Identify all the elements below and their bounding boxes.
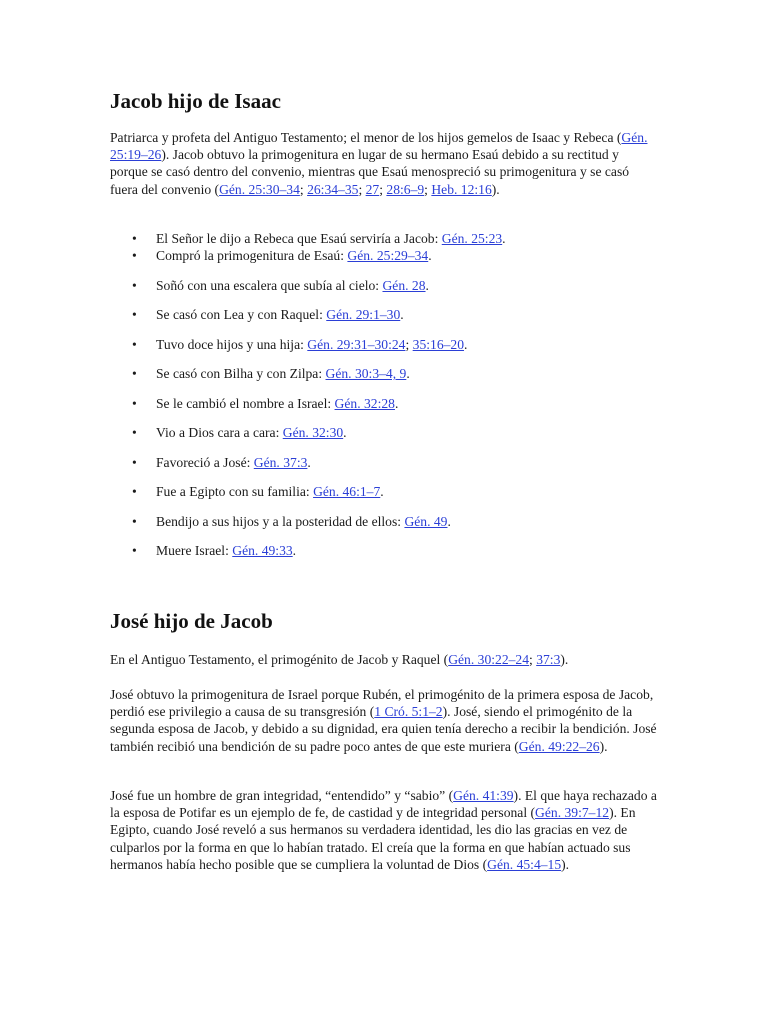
list-item-text: Compró la primogenitura de Esaú: — [156, 248, 348, 264]
scripture-link[interactable]: Gén. 30:3–4, 9 — [325, 366, 407, 382]
bullet-icon: • — [132, 336, 137, 352]
text-span: ). — [491, 181, 500, 197]
list-item-text: Se casó con Bilha y con Zilpa: — [156, 366, 326, 382]
text-span: ; — [299, 181, 308, 197]
list-item-text: Fue a Egipto con su familia: — [156, 484, 314, 500]
scripture-link[interactable]: Gén. 45:4–15 — [487, 856, 562, 872]
period: . — [292, 543, 297, 559]
separator: ; — [405, 336, 413, 352]
list-item-text: Vio a Dios cara a cara: — [156, 425, 283, 441]
section-title-jacob: Jacob hijo de Isaac — [110, 89, 281, 113]
scripture-link[interactable]: Gén. 39:7–12 — [535, 805, 610, 821]
list-item — [110, 454, 506, 471]
list-item — [110, 230, 506, 247]
scripture-link[interactable]: 26:34–35 — [307, 181, 359, 197]
scripture-link[interactable]: Gén. 46:1–7 — [313, 484, 381, 500]
text-span: En el Antiguo Testamento, el primogénito de Jacob y Raquel ( — [110, 652, 449, 667]
scripture-link[interactable]: Gén. 28 — [382, 277, 426, 293]
period: . — [447, 513, 451, 529]
list-item — [110, 542, 506, 559]
bullet-icon: • — [132, 425, 137, 441]
list-item — [110, 277, 506, 294]
jacob-events-list — [110, 230, 506, 572]
scripture-link[interactable]: Gén. 49 — [404, 513, 448, 529]
period: . — [502, 231, 506, 246]
list-item-text: Bendijo a sus hijos y a la posteridad de ellos: — [156, 513, 405, 529]
text-span: ). En Egipto, cuando José reveló a sus hermanos su verdadera identidad, les dio las gracias en vez de culparlos por la forma en que lo habían tratado. El creía que la forma en que habían actuado sus hermanos había hecho posible que se cumpliera la voluntad de Dios ( — [110, 805, 636, 872]
jose-birthright-paragraph — [110, 686, 658, 755]
scripture-link[interactable]: Gén. 49:33 — [232, 543, 293, 559]
text-span: ). — [599, 738, 608, 754]
scripture-link[interactable]: Gén. 25:29–34 — [347, 248, 429, 264]
text-span: ; — [358, 181, 366, 197]
bullet-icon: • — [132, 484, 137, 500]
list-item — [110, 513, 506, 530]
list-item-text: El Señor le dijo a Rebeca que Esaú serviría a Jacob: — [156, 231, 442, 246]
scripture-link[interactable]: 27 — [365, 181, 380, 197]
jose-integrity-paragraph — [110, 787, 658, 873]
bullet-icon: • — [132, 307, 137, 323]
list-item-text: Muere Israel: — [156, 543, 233, 559]
jose-intro-paragraph — [110, 651, 568, 668]
bullet-icon: • — [132, 231, 137, 246]
scripture-link[interactable]: 37:3 — [536, 652, 561, 667]
scripture-link[interactable]: Gén. 37:3 — [253, 454, 308, 470]
text-span: ). — [561, 856, 570, 872]
section-title-jose: José hijo de Jacob — [110, 609, 273, 633]
scripture-link[interactable]: Gén. 29:1–30 — [326, 307, 401, 323]
bullet-icon: • — [132, 395, 137, 411]
list-item-text: Se casó con Lea y con Raquel: — [156, 307, 327, 323]
bullet-icon: • — [132, 543, 137, 559]
text-span: ). — [560, 652, 569, 667]
scripture-link[interactable]: Gén. 32:28 — [334, 395, 395, 411]
bullet-icon: • — [132, 366, 137, 382]
period: . — [428, 248, 432, 264]
text-span: José obtuvo la primogenitura de Israel porque Rubén, el primogénito de la primera esposa de Jacob, perdió ese privilegio a causa de su transgresión ( — [110, 687, 654, 720]
text-span: ; — [424, 181, 432, 197]
period: . — [380, 484, 384, 500]
list-item — [110, 336, 506, 353]
text-span: ). Jacob obtuvo la primogenitura en lugar de su hermano Esaú debido a su rectitud y porque se casó dentro del convenio, mientras que Esaú menospreció su primogenitura y se casó fuera del convenio ( — [110, 147, 630, 197]
list-item-text: Favoreció a José: — [156, 454, 254, 470]
scripture-link[interactable]: Gén. 32:30 — [282, 425, 344, 441]
scripture-link[interactable]: 35:16–20 — [412, 336, 465, 352]
bullet-icon: • — [132, 454, 137, 470]
text-span: Patriarca y profeta del Antiguo Testamento; el menor de los hijos gemelos de Isaac y Rebeca ( — [110, 130, 622, 145]
bullet-icon: • — [132, 277, 137, 293]
text-span: ; — [529, 652, 537, 667]
scripture-link[interactable]: Gén. 25:23 — [441, 231, 503, 246]
period: . — [394, 395, 399, 411]
list-item — [110, 395, 506, 412]
period: . — [343, 425, 347, 441]
text-span: ). El que haya rechazado a la esposa de Potifar es un ejemplo de fe, de castidad y de integridad personal ( — [110, 788, 657, 821]
period: . — [464, 336, 468, 352]
period: . — [307, 454, 311, 470]
period: . — [425, 277, 429, 293]
scripture-link[interactable]: Gén. 30:22–24 — [448, 652, 530, 667]
period: . — [400, 307, 404, 323]
bullet-icon: • — [132, 513, 137, 529]
text-span: ). José, siendo el primogénito de la segunda esposa de Jacob, y debido a su dignidad, era quien tenía derecho a recibir la bendición. José también recibió una bendición de su padre poco antes de que este muriera ( — [110, 704, 657, 754]
text-span: José fue un hombre de gran integridad, “entendido” y “sabio” ( — [110, 788, 454, 803]
scripture-link[interactable]: Gén. 29:31–30:24 — [307, 336, 406, 352]
scripture-link[interactable]: Gén. 49:22–26 — [518, 738, 600, 754]
list-item — [110, 365, 506, 382]
list-item-text: Tuvo doce hijos y una hija: — [156, 336, 308, 352]
list-item — [110, 306, 506, 323]
jacob-intro-paragraph — [110, 129, 658, 198]
period: . — [406, 366, 410, 382]
list-item — [110, 424, 506, 441]
scripture-link[interactable]: Heb. 12:16 — [431, 181, 492, 197]
list-item — [110, 247, 506, 264]
scripture-link[interactable]: Gén. 25:30–34 — [219, 181, 300, 197]
scripture-link[interactable]: 28:6–9 — [386, 181, 425, 197]
scripture-link[interactable]: Gén. 41:39 — [453, 788, 514, 803]
scripture-link[interactable]: 1 Cró. 5:1–2 — [374, 704, 443, 720]
list-item — [110, 483, 506, 500]
list-item-text: Se le cambió el nombre a Israel: — [156, 395, 335, 411]
text-span: ; — [379, 181, 387, 197]
list-item-text: Soñó con una escalera que subía al cielo: — [156, 277, 383, 293]
scripture-link[interactable]: Gén. 25:19–26 — [110, 130, 648, 163]
bullet-icon: • — [132, 248, 137, 264]
